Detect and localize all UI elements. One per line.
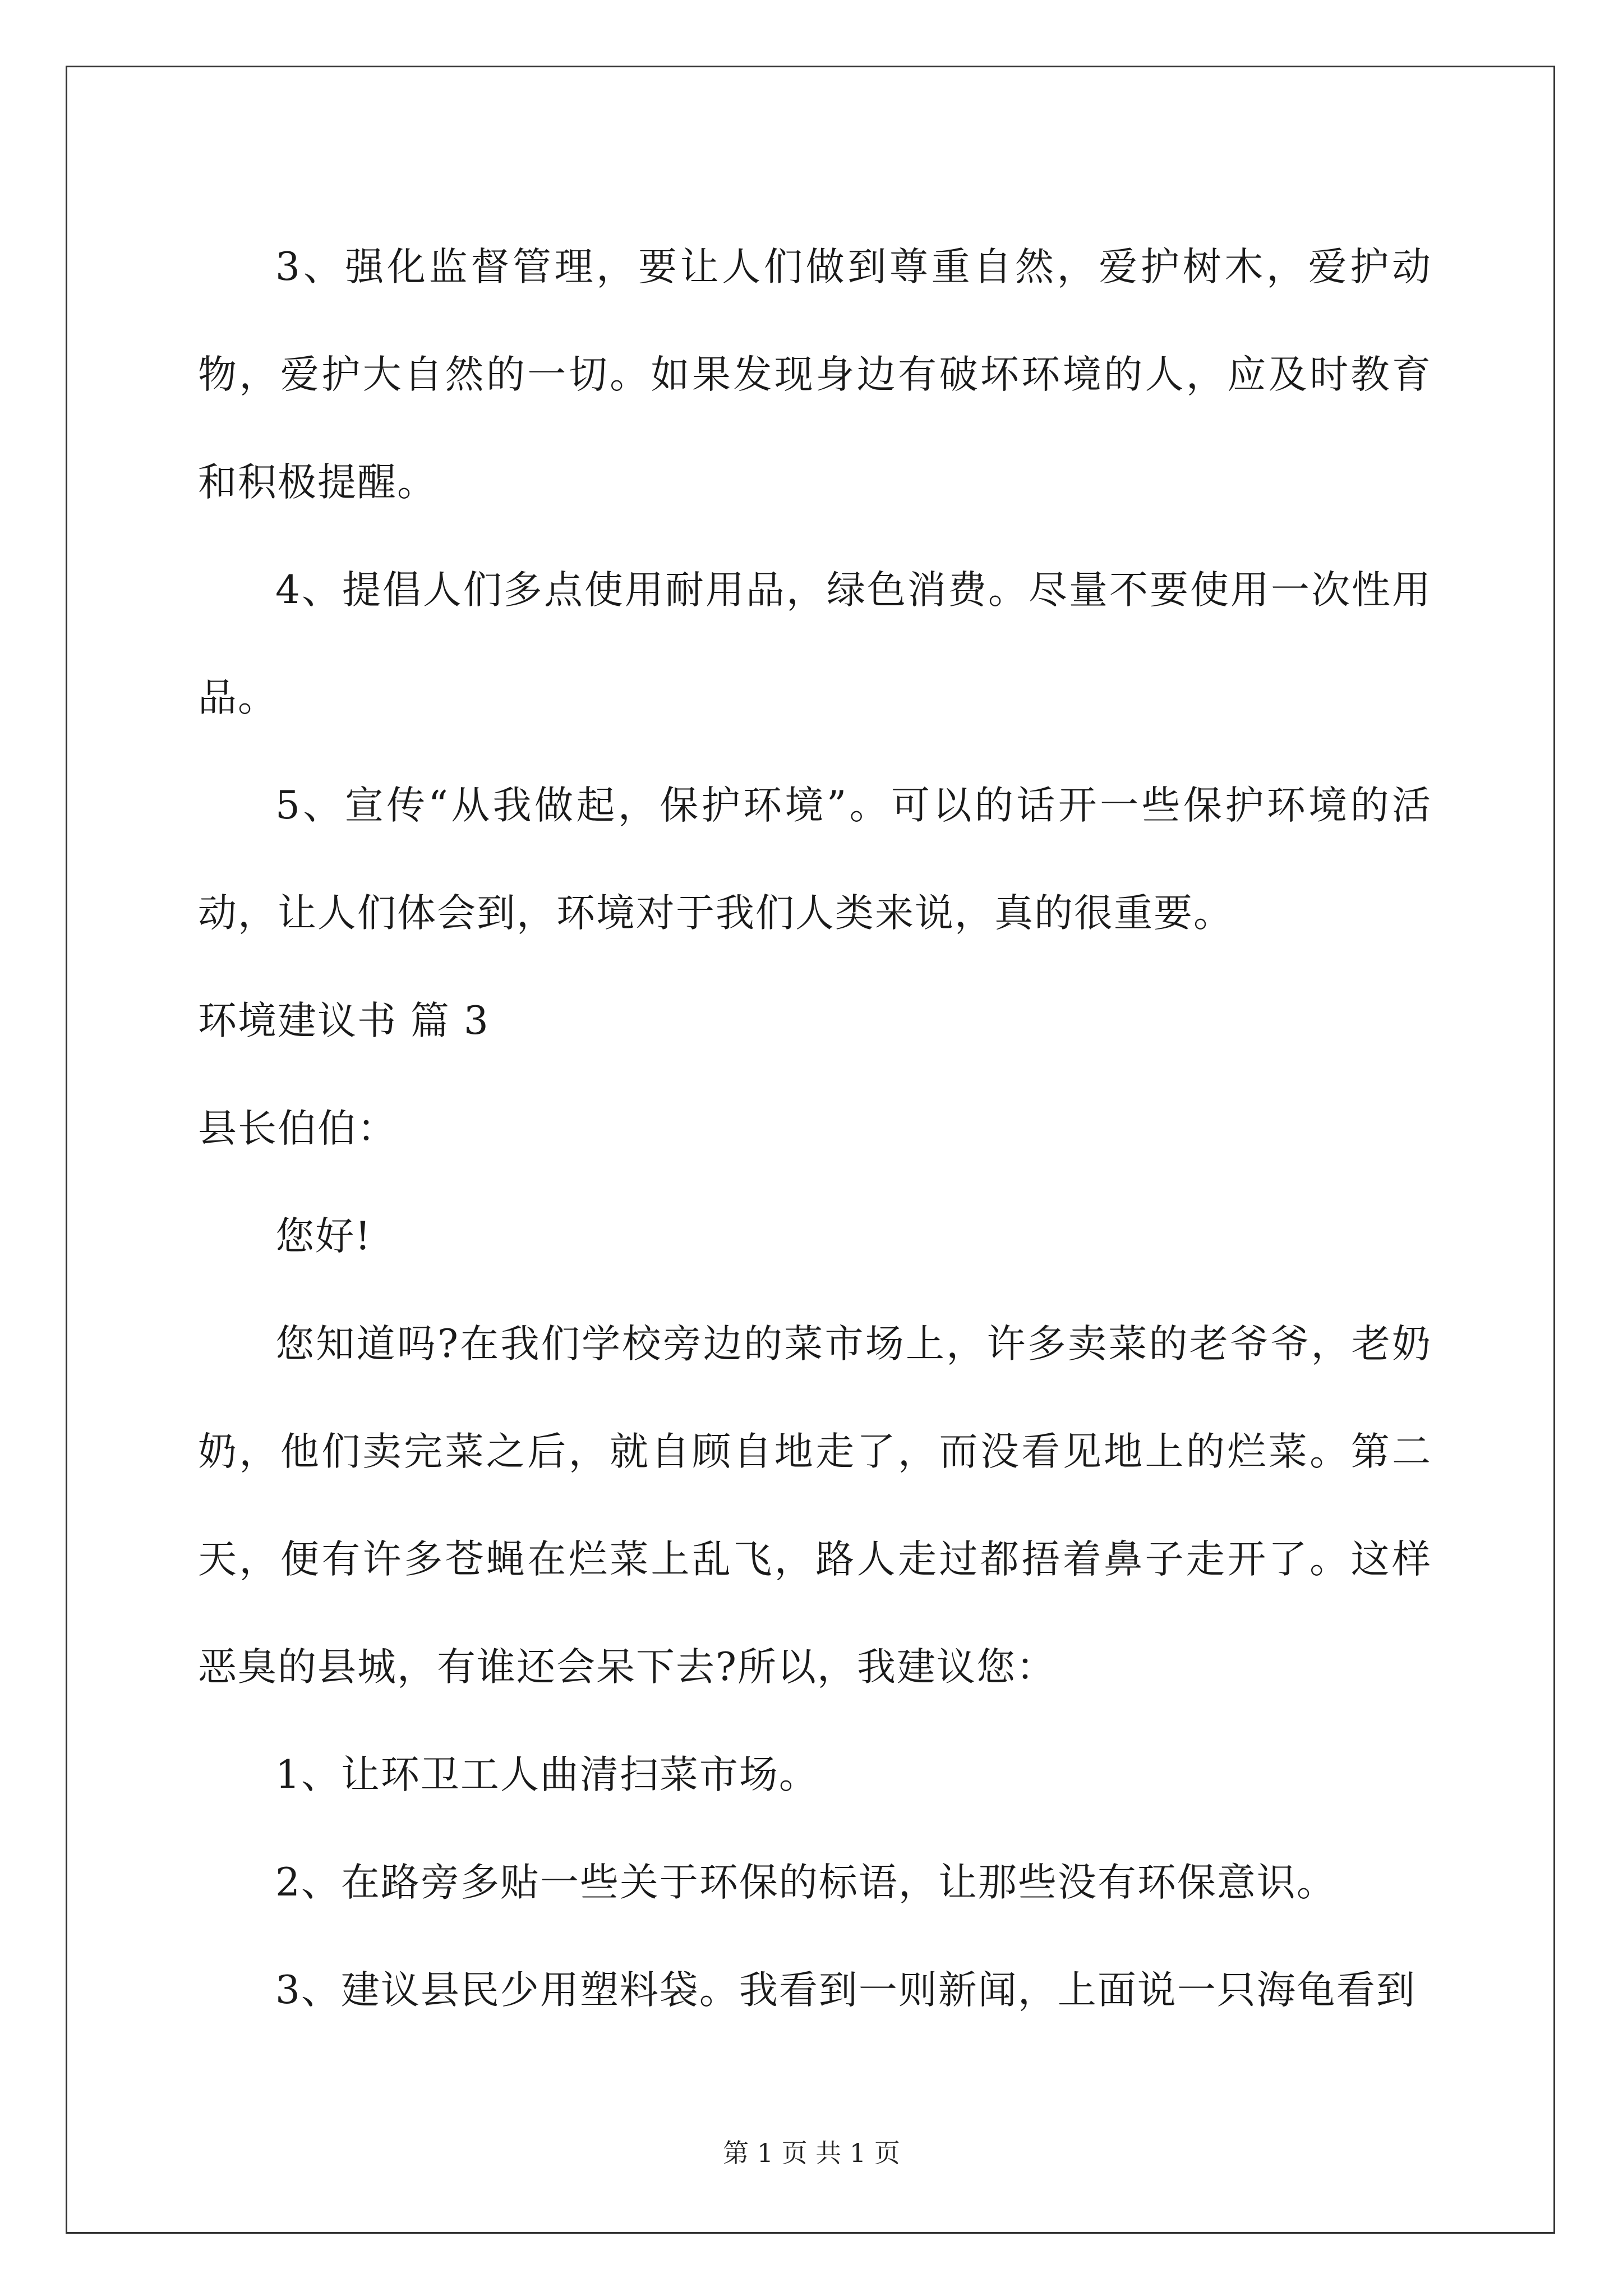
suggestion-item-3: 3、建议县民少用塑料袋。我看到一则新闻，上面说一只海龟看到 <box>275 1968 1416 2013</box>
suggestion-item-2: 2、在路旁多贴一些关于环保的标语，让那些没有环保意识。 <box>275 1860 1336 1905</box>
paragraph-item-3: 3、强化监督管理，要让人们做到尊重自然，爱护树木，爱护动物，爱护大自然的一切。如果发现身边有破坏环境的人，应及时教育和积极提醒。 <box>198 245 1432 505</box>
greeting: 您好! <box>275 1214 372 1259</box>
document-body <box>198 213 1432 2044</box>
paragraph-item-4: 4、提倡人们多点使用耐用品，绿色消费。尽量不要使用一次性用品。 <box>198 568 1432 720</box>
body-paragraph: 您知道吗?在我们学校旁边的菜市场上，许多卖菜的老爷爷，老奶奶，他们卖完菜之后，就自顾自地走了，而没看见地上的烂菜。第二天，便有许多苍蝇在烂菜上乱飞，路人走过都捂着鼻子走开了。这样恶臭的县城，有谁还会呆下去?所以，我建议您： <box>198 1322 1432 1690</box>
page-footer: 第 1 页 共 1 页 <box>723 2138 900 2168</box>
salutation: 县长伯伯： <box>198 1106 397 1151</box>
suggestion-item-1: 1、让环卫工人曲清扫菜市场。 <box>275 1752 819 1797</box>
paragraph-item-5: 5、宣传“从我做起，保护环境”。可以的话开一些保护环境的活动，让人们体会到，环境对于我们人类来说，真的很重要。 <box>198 783 1432 936</box>
section-heading: 环境建议书 篇 3 <box>198 999 490 1043</box>
